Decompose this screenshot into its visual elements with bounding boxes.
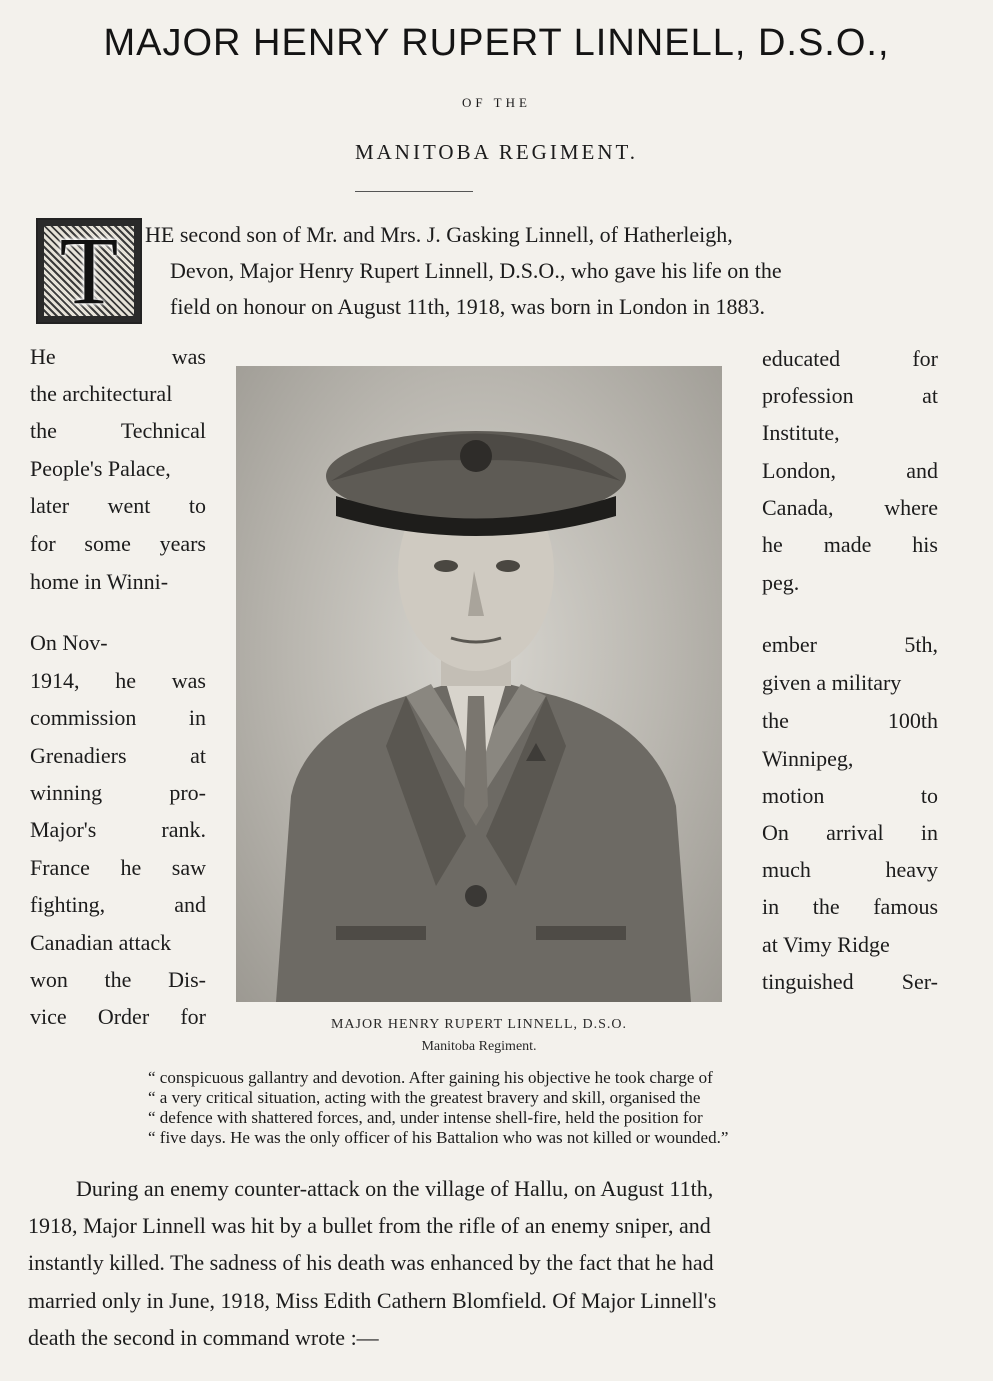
column-line: peg. [762, 570, 800, 595]
column-word: at [922, 383, 938, 408]
citation-line: “ defence with shattered forces, and, under intense shell-fire, held the position for [148, 1108, 703, 1127]
column-line [30, 853, 206, 883]
column-word: saw [171, 855, 206, 880]
column-word: motion [762, 783, 825, 808]
column-line: the architectural [30, 381, 173, 406]
citation-line: “ five days. He was the only officer of his Battalion who was not killed or wounded.” [148, 1128, 729, 1147]
column-line [30, 342, 206, 372]
column-line: Canadian attack [30, 930, 172, 955]
page-title: MAJOR HENRY RUPERT LINNELL, D.S.O., [103, 22, 890, 64]
column-word: in [188, 705, 206, 730]
column-word: vice [30, 1004, 67, 1029]
column-line: home in Winni- [30, 569, 169, 594]
column-line [762, 855, 938, 885]
column-line [30, 741, 206, 771]
column-word: for [180, 1004, 206, 1029]
column-word: and [906, 458, 938, 483]
column-line [30, 890, 206, 920]
column-word: at [190, 743, 206, 768]
column-line [762, 530, 938, 560]
column-line: Winnipeg, [762, 746, 854, 771]
column-line [762, 892, 938, 922]
column-line: given a military [762, 670, 902, 695]
photo-caption-regiment: Manitoba Regiment. [421, 1039, 537, 1054]
column-word: to [920, 783, 938, 808]
intro-line: Devon, Major Henry Rupert Linnell, D.S.O., who gave his life on the [170, 258, 782, 283]
column-word: the [762, 708, 789, 733]
column-line: People's Palace, [30, 456, 171, 481]
regiment-heading: MANITOBA REGIMENT. [354, 140, 639, 164]
column-word: profession [762, 383, 854, 408]
column-line [30, 416, 206, 446]
closing-line: death the second in command wrote :— [28, 1325, 379, 1350]
column-word: pro- [169, 780, 206, 805]
column-line: Institute, [762, 420, 840, 445]
column-word: Grenadiers [30, 743, 127, 768]
column-word: Order [97, 1004, 150, 1029]
closing-line: instantly killed. The sadness of his death was enhanced by the fact that he had [28, 1250, 714, 1275]
title-divider [355, 191, 473, 192]
column-word: 5th, [904, 632, 938, 657]
column-line [30, 1002, 206, 1032]
photo-caption-name: MAJOR HENRY RUPERT LINNELL, D.S.O. [330, 1017, 628, 1032]
column-line: at Vimy Ridge [762, 932, 890, 957]
column-word: and [174, 892, 206, 917]
column-word: made [823, 532, 872, 557]
column-line [762, 456, 938, 486]
column-word: commission [30, 705, 137, 730]
column-word: the [30, 418, 57, 443]
column-line [30, 965, 206, 995]
column-word: He [30, 344, 56, 369]
column-word: arrival [826, 820, 884, 845]
column-word: the [104, 967, 132, 992]
column-word: in [762, 894, 780, 919]
column-word: France [30, 855, 90, 880]
subtitle-of-the: OF THE [462, 95, 531, 110]
column-word: 1914, [30, 668, 80, 693]
column-word: he [120, 855, 142, 880]
column-word: Major's [30, 817, 97, 842]
column-word: the [812, 894, 840, 919]
column-word: won [30, 967, 68, 992]
closing-line: During an enemy counter-attack on the village of Hallu, on August 11th, [76, 1176, 714, 1201]
column-word: winning [30, 780, 103, 805]
column-word: to [188, 493, 206, 518]
column-word: ember [762, 632, 817, 657]
portrait-photo [236, 366, 722, 1002]
column-word: where [884, 495, 938, 520]
column-line [30, 815, 206, 845]
column-word: Technical [120, 418, 206, 443]
column-word: much [762, 857, 811, 882]
column-word: for [30, 531, 56, 556]
intro-line: field on honour on August 11th, 1918, was born in London in 1883. [170, 294, 765, 319]
column-line [762, 493, 938, 523]
column-word: in [920, 820, 938, 845]
column-line [762, 818, 938, 848]
column-line [762, 630, 938, 660]
column-word: Ser- [901, 969, 938, 994]
column-word: educated [762, 346, 841, 371]
column-line [30, 529, 206, 559]
column-line [762, 706, 938, 736]
column-word: 100th [887, 708, 938, 733]
citation-line: “ conspicuous gallantry and devotion. After gaining his objective he took charge of [148, 1068, 713, 1087]
column-word: for [912, 346, 938, 371]
ornamental-dropcap [36, 218, 142, 324]
dropcap-letter: T [59, 217, 119, 324]
column-word: was [171, 344, 206, 369]
column-word: he [762, 532, 783, 557]
column-word: On [762, 820, 789, 845]
column-word: Dis- [168, 967, 206, 992]
column-word: he [115, 668, 137, 693]
column-word: heavy [885, 857, 938, 882]
column-word: went [107, 493, 151, 518]
closing-line: married only in June, 1918, Miss Edith Cathern Blomfield. Of Major Linnell's [28, 1288, 717, 1313]
column-line [30, 491, 206, 521]
column-line [30, 703, 206, 733]
closing-line: 1918, Major Linnell was hit by a bullet from the rifle of an enemy sniper, and [28, 1213, 711, 1238]
portrait-illustration [236, 366, 722, 1002]
intro-line: HE second son of Mr. and Mrs. J. Gasking Linnell, of Hatherleigh, [145, 222, 733, 247]
column-word: rank. [161, 817, 206, 842]
column-word: was [171, 668, 206, 693]
column-word: tinguished [762, 969, 854, 994]
column-line [762, 967, 938, 997]
citation-line: “ a very critical situation, acting with the greatest bravery and skill, organised the [148, 1088, 701, 1107]
column-line [762, 344, 938, 374]
column-word: later [30, 493, 70, 518]
column-word: Canada, [762, 495, 834, 520]
column-line [762, 381, 938, 411]
column-word: famous [873, 894, 938, 919]
column-word: his [912, 532, 938, 557]
column-line [30, 778, 206, 808]
column-word: some [84, 531, 131, 556]
column-line [30, 666, 206, 696]
column-word: London, [762, 458, 836, 483]
column-line [762, 781, 938, 811]
column-word: fighting, [30, 892, 106, 917]
column-line: On Nov- [30, 630, 108, 655]
column-word: years [159, 531, 206, 556]
